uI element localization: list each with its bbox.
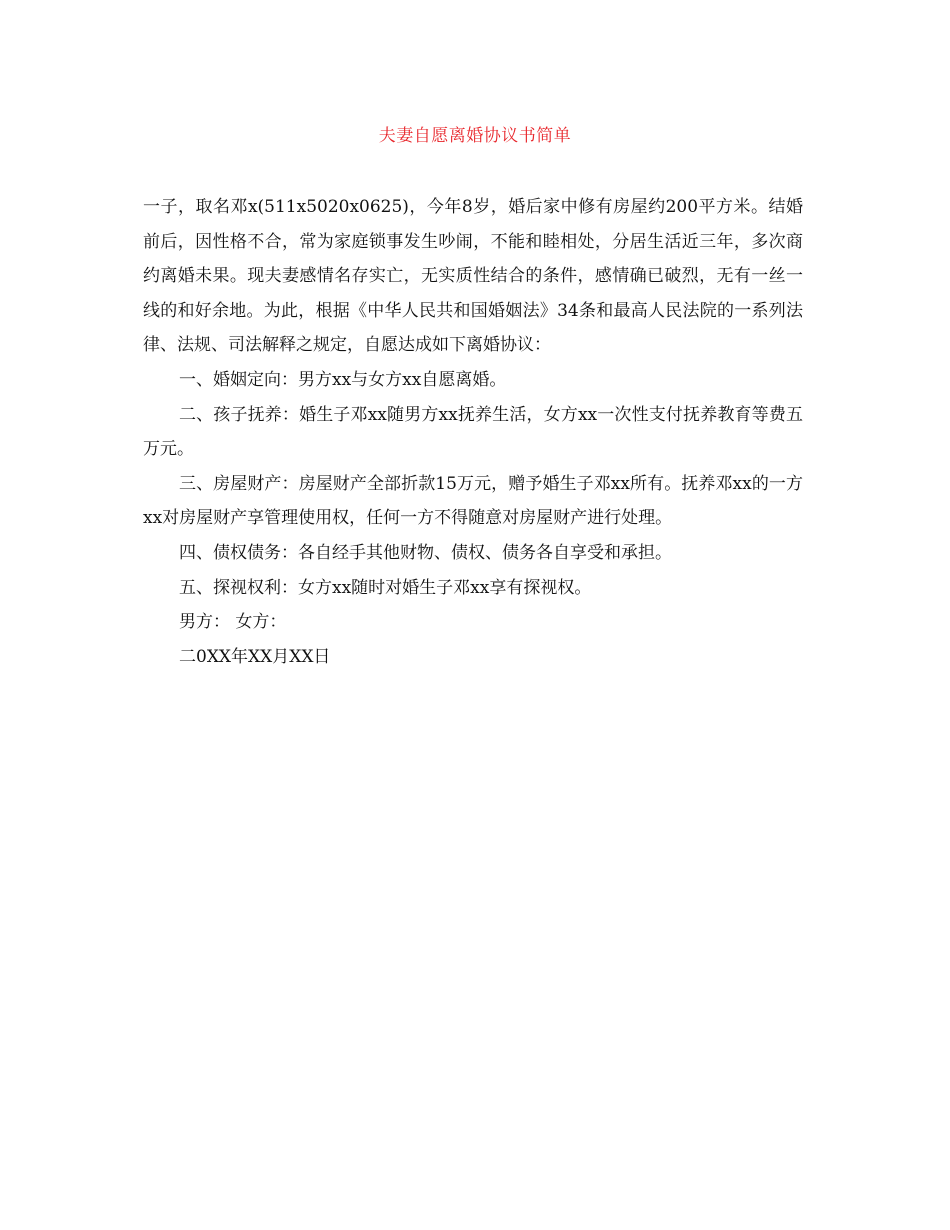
paragraph-clause-4: 四、债权债务：各自经手其他财物、债权、债务各自享受和承担。 [179, 542, 672, 563]
paragraph-intro: 一子，取名邓x(511x5020x0625)，今年8岁，婚后家中修有房屋约200平方米。结婚前后，因性格不合，常为家庭锁事发生吵闹，不能和睦相处，分居生活近三年，多次商约离婚未果。现夫妻感情名存实亡，无实质性结合的条件，感情确已破烈，无有一丝一线的和好余地。为此，根据《中华人民共和国婚姻法》34条和最高人民法院的一系列法律、法规、司法解释之规定，自愿达成如下离婚协议： [143, 197, 803, 356]
document-body [143, 190, 803, 674]
paragraph-clause-2: 二、孩子抚养：婚生子邓xx随男方xx抚养生活，女方xx一次性支付抚养教育等费五万元。 [143, 404, 803, 460]
date-line: 二0XX年XX月XX日 [179, 646, 331, 667]
paragraph-clause-5: 五、探视权利：女方xx随时对婚生子邓xx享有探视权。 [179, 577, 592, 598]
paragraph-clause-1: 一、婚姻定向：男方xx与女方xx自愿离婚。 [179, 369, 507, 390]
paragraph-clause-3: 三、房屋财产：房屋财产全部折款15万元，赠予婚生子邓xx所有。抚养邓xx的一方xx对房屋财产享管理使用权，任何一方不得随意对房屋财产进行处理。 [143, 473, 803, 529]
signature-line: 男方： 女方： [179, 612, 287, 633]
document-title: 夫妻自愿离婚协议书简单 [378, 126, 572, 146]
